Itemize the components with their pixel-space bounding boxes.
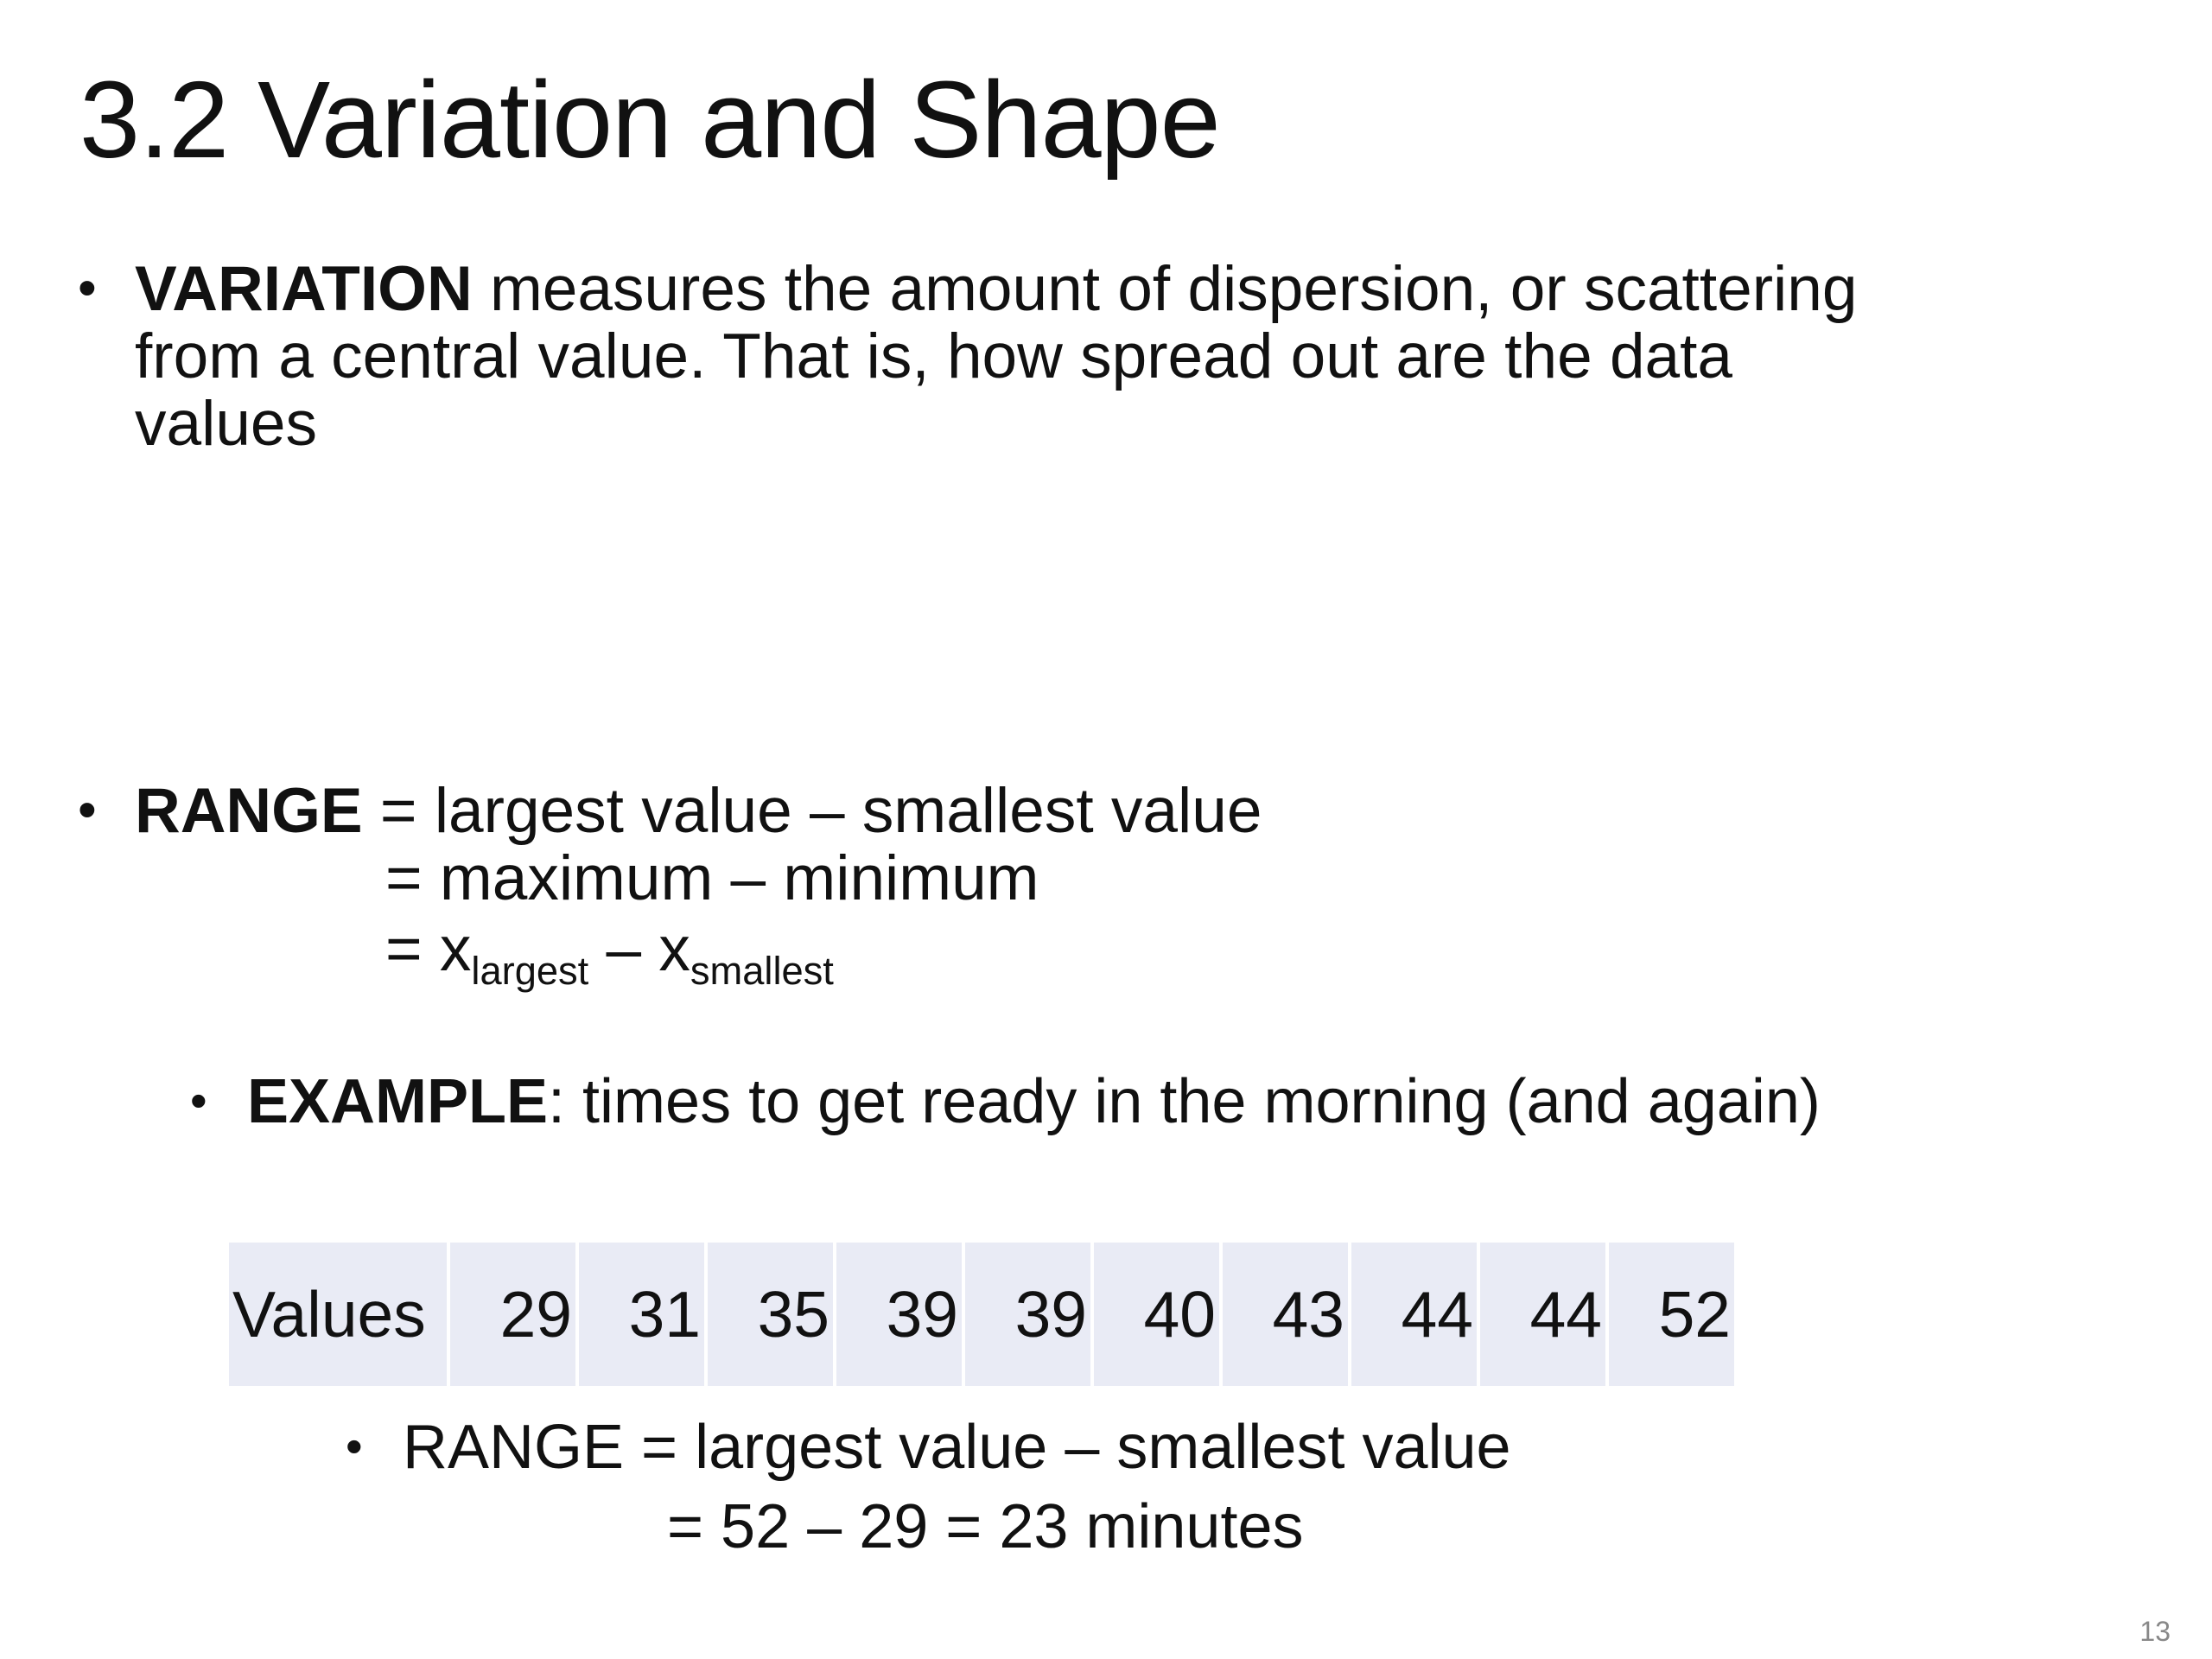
values-table-cell: 35: [708, 1243, 833, 1386]
range-line-3: [385, 914, 834, 993]
bullet-icon: •: [78, 780, 97, 840]
values-table-header: Values: [229, 1243, 447, 1386]
variation-line-1-rest: measures the amount of dispersion, or scattering: [472, 254, 1858, 324]
values-table-cell: 39: [965, 1243, 1090, 1386]
variation-term: VARIATION: [135, 254, 473, 324]
variation-line-3: values: [135, 389, 318, 459]
variation-line-2: from a central value. That is, how spread out are the data: [135, 321, 1733, 391]
range-line-1-rest: = largest value – smallest value: [362, 776, 1262, 846]
range-subscript-smallest: smallest: [690, 948, 834, 993]
variation-text: [135, 256, 1857, 458]
example-term: EXAMPLE: [247, 1067, 549, 1136]
values-table-cell: 44: [1351, 1243, 1477, 1386]
range-subscript-largest: largest: [471, 948, 589, 993]
variation-line-1: [135, 256, 1857, 323]
slide-title: 3.2 Variation and Shape: [79, 59, 1220, 181]
example-rest: : times to get ready in the morning (and again): [548, 1067, 1821, 1136]
values-table-cell: 29: [450, 1243, 575, 1386]
values-table-cell: 52: [1609, 1243, 1734, 1386]
values-table-cell: 44: [1480, 1243, 1605, 1386]
bullet-icon: •: [78, 258, 97, 318]
values-table-cell: 39: [836, 1243, 962, 1386]
bullet-icon: •: [346, 1419, 363, 1473]
range-line-2: = maximum – minimum: [385, 843, 1039, 913]
range-line-1: [135, 778, 1262, 845]
range-formula-x2: – x: [588, 914, 690, 984]
values-table-cell: 31: [579, 1243, 704, 1386]
values-table-cell: 40: [1094, 1243, 1219, 1386]
range-result-line-1: RANGE = largest value – smallest value: [403, 1413, 1511, 1482]
range-term: RANGE: [135, 776, 363, 846]
values-table: [229, 1243, 1734, 1386]
range-formula-x1: = x: [385, 914, 472, 984]
page-number: 13: [2139, 1616, 2171, 1647]
range-result-line-2: = 52 – 29 = 23 minutes: [667, 1492, 1304, 1561]
bullet-icon: •: [190, 1073, 207, 1128]
example-line: [247, 1068, 1821, 1135]
values-table-cell: 43: [1223, 1243, 1348, 1386]
